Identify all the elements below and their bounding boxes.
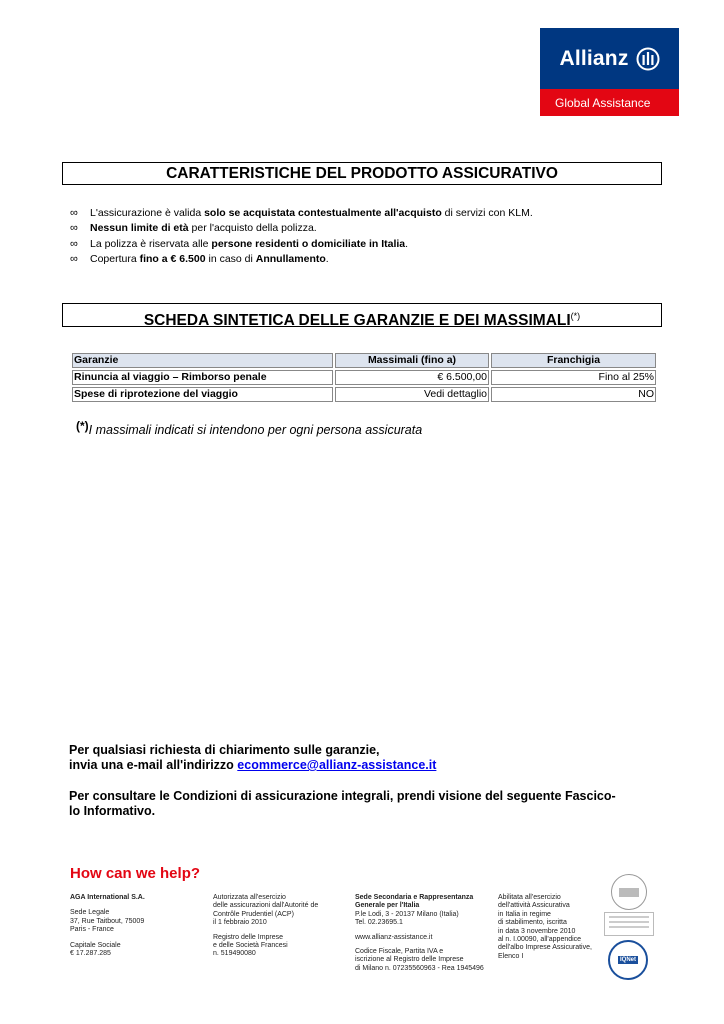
- contact-line: Per qualsiasi richiesta di chiarimento sulle garanzie,: [69, 743, 380, 757]
- logo-brand: Allianz: [559, 46, 629, 70]
- contact-block: [69, 743, 669, 819]
- footer-col-italy-office: Sede Secondaria e Rappresentanza Generale per l'Italia P.le Lodi, 3 - 20137 Milano (Italia) Tel. 02.23695.1 www.allianz-assistance.it Codice Fiscale, Partita IVA e iscrizione al Registro delle Imprese di Milano n. 07235560963 - Rea 1945496: [355, 894, 484, 972]
- help-heading: How can we help?: [70, 865, 201, 882]
- footer-col-authorization: Autorizzata all'esercizio delle assicurazioni dall'Autorité de Contrôle Prudentiel (ACP) il 1 febbraio 2010 Registro delle Imprese e delle Società Francesi n. 519490080: [213, 894, 319, 958]
- cell-massimale: Vedi dettaglio: [335, 387, 489, 402]
- certificate-badge-icon: [604, 912, 654, 936]
- header-garanzie: Garanzie: [72, 353, 333, 368]
- feature-item: ∞ Copertura fino a € 6.500 in caso di Annullamento.: [70, 252, 533, 267]
- infinity-bullet-icon: ∞: [70, 207, 78, 219]
- email-link[interactable]: ecommerce@allianz-assistance.it: [237, 758, 437, 772]
- table-header-row: [72, 353, 656, 368]
- section-title-text: SCHEDA SINTETICA DELLE GARANZIE E DEI MASSIMALI: [143, 312, 571, 329]
- feature-item: ∞ L'assicurazione è valida solo se acquistata contestualmente all'acquisto di servizi con KLM.: [70, 206, 533, 221]
- cell-franchigia: Fino al 25%: [491, 370, 656, 385]
- cell-massimale: € 6.500,00: [335, 370, 489, 385]
- massimali-note: [76, 419, 422, 437]
- cell-garanzia: Rinuncia al viaggio – Rimborso penale: [72, 370, 333, 385]
- infinity-bullet-icon: ∞: [70, 237, 78, 250]
- certification-seal-icon: [611, 874, 647, 910]
- section-title-guarantees: [62, 303, 662, 327]
- allianz-eagle-icon: [636, 47, 660, 71]
- product-features-list: [70, 206, 533, 267]
- footer-col-company: AGA International S.A. Sede Legale 37, Rue Taitbout, 75009 Paris - France Capitale Sociale € 17.287.285: [70, 894, 145, 958]
- allianz-logo: [540, 28, 679, 116]
- iqnet-seal-icon: [608, 940, 648, 980]
- infinity-bullet-icon: ∞: [70, 222, 78, 235]
- guarantees-table: [70, 351, 658, 404]
- cell-franchigia: NO: [491, 387, 656, 402]
- feature-item: ∞ Nessun limite di età per l'acquisto della polizza.: [70, 221, 533, 236]
- logo-subtitle: Global Assistance: [540, 89, 679, 116]
- section-title-sup: (*): [570, 311, 581, 321]
- footer-col-registration: Abilitata all'esercizio dell'attività Assicurativa in Italia in regime di stabilimento, iscritta in data 3 novembre 2010 al n. I.00090, all'appendice dell'albo Imprese Assicurative, Elenco I: [498, 894, 592, 960]
- note-asterisk: (*): [76, 419, 89, 433]
- feature-item: ∞ La polizza è riservata alle persone residenti o domiciliate in Italia.: [70, 237, 533, 252]
- table-row: [72, 370, 656, 385]
- header-massimali: Massimali (fino a): [335, 353, 489, 368]
- contact-line: invia una e-mail all'indirizzo ecommerce@allianz-assistance.it: [69, 758, 437, 772]
- contact-line: lo Informativo.: [69, 804, 156, 818]
- iqnet-label: IQNet: [619, 957, 636, 963]
- cell-garanzia: Spese di riprotezione del viaggio: [72, 387, 333, 402]
- table-row: [72, 387, 656, 402]
- infinity-bullet-icon: ∞: [70, 252, 78, 265]
- section-title-product: CARATTERISTICHE DEL PRODOTTO ASSICURATIVO: [62, 162, 662, 185]
- header-franchigia: Franchigia: [491, 353, 656, 368]
- note-text: I massimali indicati si intendono per ogni persona assicurata: [88, 423, 423, 437]
- website-link[interactable]: www.allianz-assistance.it: [355, 933, 433, 941]
- contact-line: Per consultare le Condizioni di assicurazione integrali, prendi visione del seguente Fascico-: [69, 789, 616, 803]
